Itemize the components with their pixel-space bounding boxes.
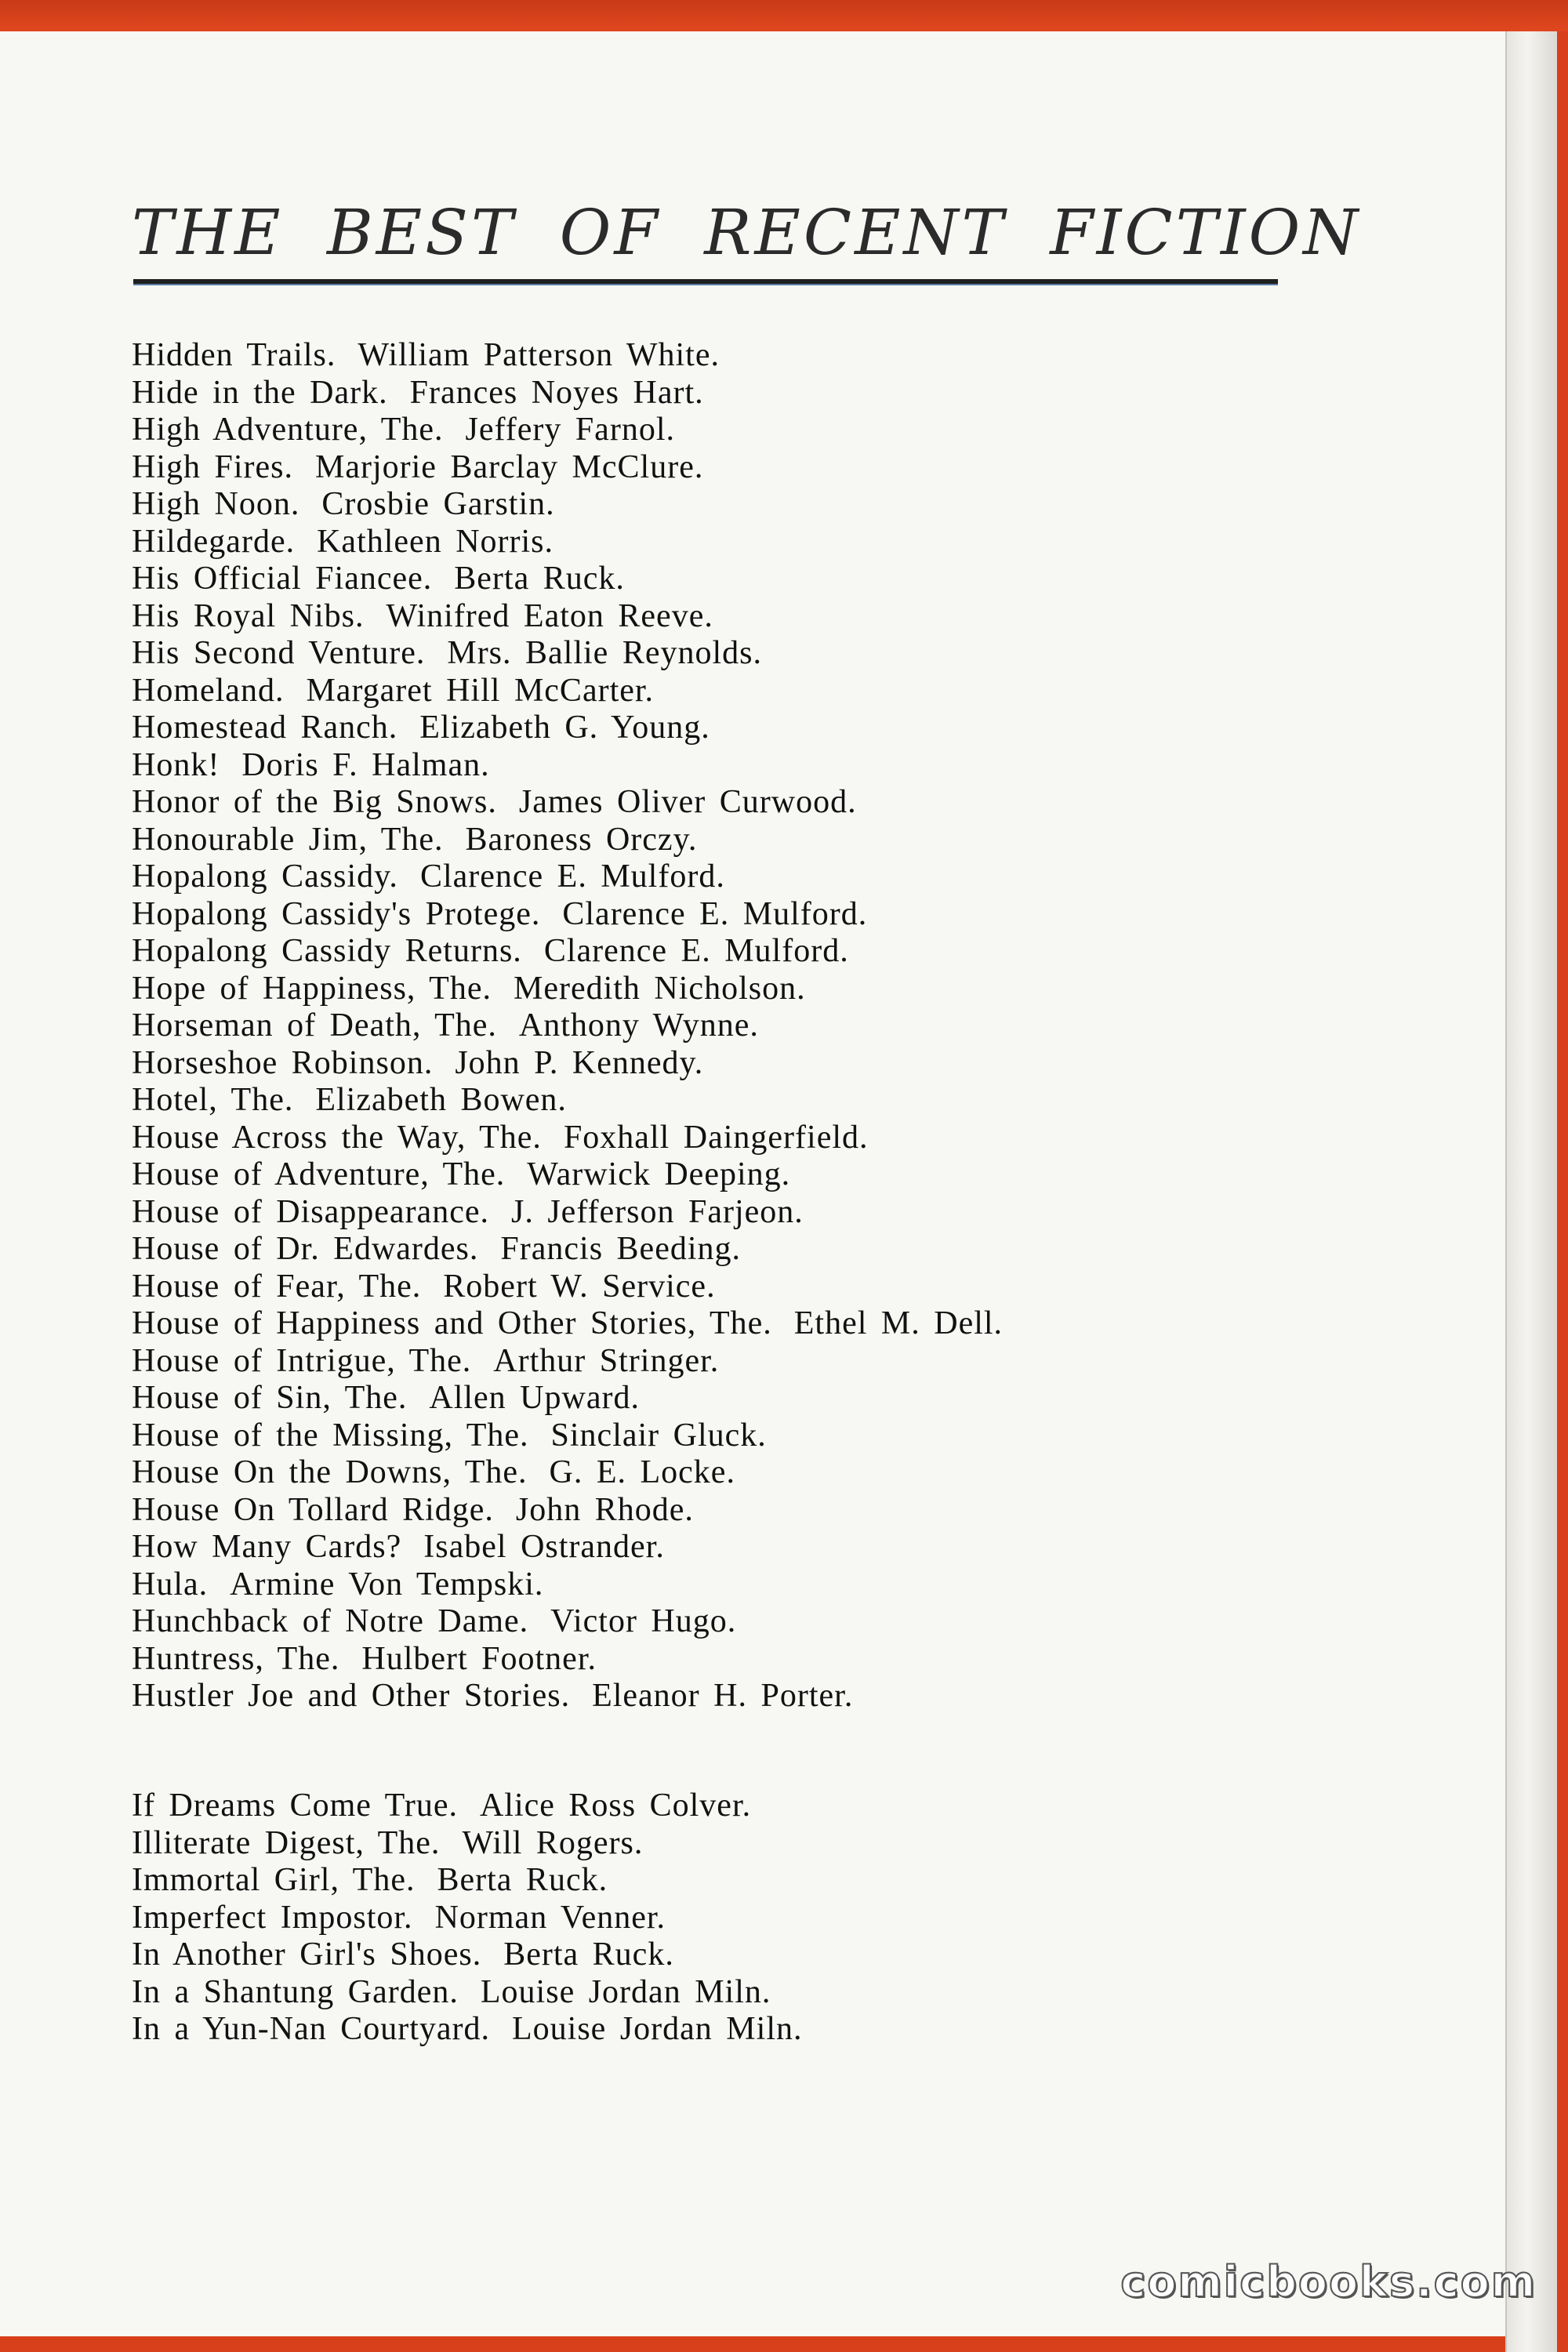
book-entry <box>132 858 1308 896</box>
book-title: His Official Fiancee. <box>132 561 433 597</box>
book-author: William Patterson White. <box>358 337 720 373</box>
book-title: Hustler Joe and Other Stories. <box>132 1678 571 1714</box>
book-author: Winifred Eaton Reeve. <box>386 597 713 634</box>
book-cover-top-edge <box>0 0 1568 31</box>
book-title: Imperfect Impostor. <box>132 1899 413 1936</box>
book-entry <box>132 1566 1308 1604</box>
book-author: Hulbert Footner. <box>361 1640 597 1677</box>
book-title: House of Disappearance. <box>132 1193 489 1230</box>
book-entry <box>132 896 1308 934</box>
book-entry <box>132 1007 1308 1045</box>
book-title: House of Sin, The. <box>132 1380 408 1416</box>
book-title: Hotel, The. <box>132 1082 294 1118</box>
book-entry <box>132 1936 1308 1974</box>
book-author: Clarence E. Mulford. <box>419 858 725 895</box>
book-title: House of Adventure, The. <box>132 1156 506 1192</box>
book-author: Doris F. Halman. <box>241 746 490 783</box>
book-entry <box>132 673 1308 710</box>
book-entry <box>132 375 1308 412</box>
book-title: Huntress, The. <box>132 1640 340 1677</box>
book-author: Berta Ruck. <box>503 1936 674 1973</box>
page-title: THE BEST OF RECENT FICTION <box>132 196 1362 269</box>
book-entry <box>132 1974 1308 2012</box>
book-entry <box>132 1529 1308 1566</box>
book-entry <box>132 747 1308 785</box>
book-entry <box>132 1343 1308 1381</box>
book-title: In a Yun-Nan Courtyard. <box>132 2011 491 2047</box>
book-title: Hula. <box>132 1566 209 1602</box>
book-title: Horseshoe Robinson. <box>132 1044 434 1081</box>
book-title: House of Happiness and Other Stories, The. <box>132 1305 772 1341</box>
book-author: Alice Ross Colver. <box>479 1788 752 1824</box>
book-title: Hidden Trails. <box>132 337 336 373</box>
book-author: Robert W. Service. <box>443 1268 716 1305</box>
book-cover-bottom-edge <box>0 2336 1505 2352</box>
book-author: Berta Ruck. <box>454 561 625 597</box>
book-title: Hopalong Cassidy's Protege. <box>132 895 541 932</box>
book-entry <box>132 1454 1308 1492</box>
book-entry <box>132 933 1308 971</box>
book-title: Hildegarde. <box>132 523 296 560</box>
book-title: Horseman of Death, The. <box>132 1007 497 1044</box>
book-title: How Many Cards? <box>132 1529 402 1565</box>
book-author: Clarence E. Mulford. <box>562 895 868 932</box>
book-author: Meredith Nicholson. <box>513 970 806 1007</box>
book-entry <box>132 524 1308 561</box>
book-entry <box>132 1194 1308 1232</box>
book-author: Sinclair Gluck. <box>550 1417 767 1454</box>
book-entry <box>132 971 1308 1008</box>
book-entry <box>132 784 1308 822</box>
book-entry <box>132 598 1308 636</box>
book-title: House Across the Way, The. <box>132 1119 542 1156</box>
book-entry <box>132 1417 1308 1455</box>
book-entry <box>132 1862 1308 1900</box>
book-title: If Dreams Come True. <box>132 1788 458 1824</box>
book-author: Francis Beeding. <box>500 1231 742 1267</box>
book-entry <box>132 1305 1308 1343</box>
book-author: Anthony Wynne. <box>518 1007 759 1044</box>
book-entry <box>132 1380 1308 1417</box>
book-title: Honourable Jim, The. <box>132 821 444 858</box>
book-author: Louise Jordan Miln. <box>480 1973 771 2010</box>
book-title: High Noon. <box>132 486 300 522</box>
book-author: Allen Upward. <box>429 1380 640 1416</box>
book-entry <box>132 1120 1308 1157</box>
book-author: Will Rogers. <box>462 1824 644 1861</box>
book-author: Mrs. Ballie Reynolds. <box>447 635 762 671</box>
book-entry <box>132 412 1308 449</box>
book-author: Armine Von Tempski. <box>230 1566 544 1602</box>
book-author: Frances Noyes Hart. <box>409 374 704 411</box>
book-title: House of Intrigue, The. <box>132 1342 472 1379</box>
book-title: Hopalong Cassidy Returns. <box>132 933 522 969</box>
book-author: Eleanor H. Porter. <box>592 1678 854 1714</box>
book-title: House On Tollard Ridge. <box>132 1491 494 1528</box>
book-entry <box>132 486 1308 524</box>
book-entry <box>132 1045 1308 1083</box>
book-title: Illiterate Digest, The. <box>132 1824 441 1861</box>
book-title: Hope of Happiness, The. <box>132 970 492 1007</box>
book-title: House On the Downs, The. <box>132 1454 528 1490</box>
book-entry <box>132 561 1308 598</box>
book-author: James Oliver Curwood. <box>518 784 857 820</box>
book-author: Norman Venner. <box>434 1899 666 1936</box>
book-author: Crosbie Garstin. <box>321 486 555 522</box>
book-author: Arthur Stringer. <box>493 1342 720 1379</box>
book-title: Homeland. <box>132 672 285 709</box>
book-list-i <box>132 1788 1308 2049</box>
book-title: In Another Girl's Shoes. <box>132 1936 482 1973</box>
book-title: House of Dr. Edwardes. <box>132 1231 479 1267</box>
book-author: Jeffery Farnol. <box>465 412 675 448</box>
book-author: Margaret Hill McCarter. <box>306 672 655 709</box>
book-author: G. E. Locke. <box>549 1454 735 1490</box>
book-title: Hunchback of Notre Dame. <box>132 1603 529 1639</box>
book-author: Kathleen Norris. <box>317 523 554 560</box>
book-author: Louise Jordan Miln. <box>512 2011 803 2047</box>
book-author: J. Jefferson Farjeon. <box>510 1193 804 1230</box>
book-entry <box>132 822 1308 859</box>
book-author: Warwick Deeping. <box>527 1156 791 1192</box>
book-entry <box>132 1269 1308 1306</box>
book-author: Isabel Ostrander. <box>423 1529 665 1565</box>
book-title: Hide in the Dark. <box>132 374 388 411</box>
book-title: High Adventure, The. <box>132 412 444 448</box>
book-title: Immortal Girl, The. <box>132 1862 416 1898</box>
book-author: Foxhall Daingerfield. <box>563 1119 869 1156</box>
book-author: John Rhode. <box>515 1491 694 1528</box>
book-title: Hopalong Cassidy. <box>132 858 398 895</box>
book-author: Victor Hugo. <box>550 1603 737 1639</box>
title-underline-rule <box>133 279 1278 285</box>
book-title: House of the Missing, The. <box>132 1417 529 1454</box>
book-entry <box>132 1231 1308 1269</box>
book-entry <box>132 710 1308 747</box>
book-title: His Royal Nibs. <box>132 597 365 634</box>
book-entry <box>132 1641 1308 1679</box>
book-author: Elizabeth G. Young. <box>419 710 710 746</box>
book-title: Honor of the Big Snows. <box>132 784 497 820</box>
book-author: Baroness Orczy. <box>465 821 698 858</box>
book-entry <box>132 1492 1308 1530</box>
book-entry <box>132 1082 1308 1120</box>
book-entry <box>132 1825 1308 1863</box>
book-list-h <box>132 337 1308 1715</box>
watermark-logo: comicbooks.com <box>1120 2257 1537 2307</box>
book-author: Berta Ruck. <box>437 1862 608 1898</box>
book-entry <box>132 1678 1308 1715</box>
book-title: In a Shantung Garden. <box>132 1973 459 2010</box>
page-edge <box>1505 31 1557 2352</box>
book-title: His Second Venture. <box>132 635 426 671</box>
book-title: Honk! <box>132 746 220 783</box>
book-title: High Fires. <box>132 448 293 485</box>
book-title: House of Fear, The. <box>132 1268 422 1305</box>
book-author: John P. Kennedy. <box>455 1044 704 1081</box>
book-page <box>0 31 1505 2336</box>
book-author: Clarence E. Mulford. <box>543 933 849 969</box>
book-author: Marjorie Barclay McClure. <box>315 448 704 485</box>
book-entry <box>132 2011 1308 2049</box>
book-author: Elizabeth Bowen. <box>315 1082 567 1118</box>
book-entry <box>132 1603 1308 1641</box>
book-entry <box>132 1156 1308 1194</box>
book-title: Homestead Ranch. <box>132 710 398 746</box>
book-author: Ethel M. Dell. <box>793 1305 1004 1341</box>
book-entry <box>132 449 1308 487</box>
book-entry <box>132 635 1308 673</box>
book-entry <box>132 337 1308 375</box>
book-entry <box>132 1900 1308 1937</box>
book-entry <box>132 1788 1308 1825</box>
